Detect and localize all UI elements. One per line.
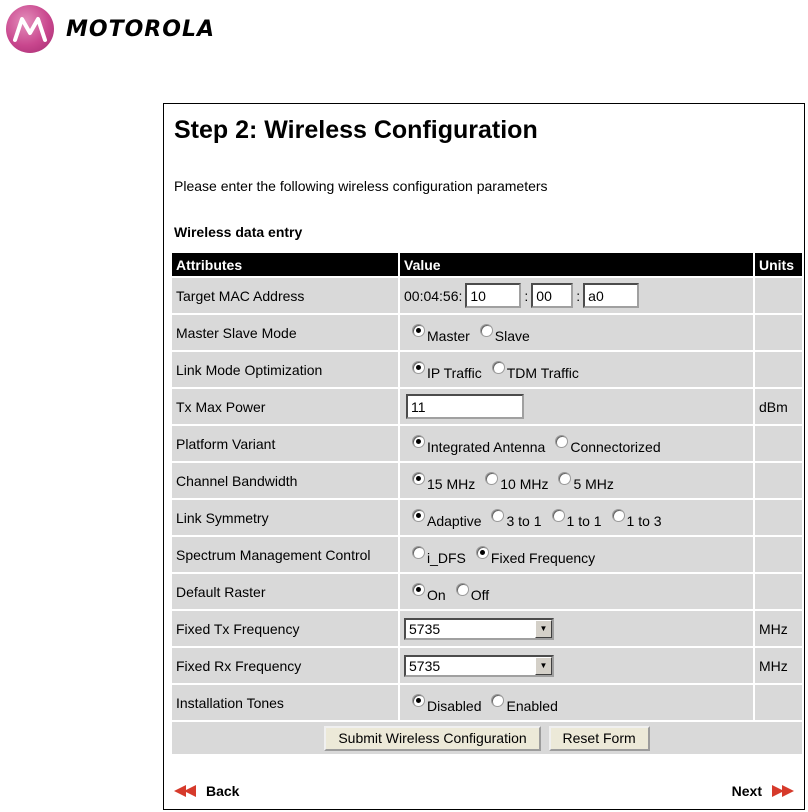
row-unit <box>755 352 802 387</box>
bandwidth-15mhz-label: 15 MHz <box>427 475 476 492</box>
idfs-label: i_DFS <box>427 549 466 566</box>
row-value <box>400 389 753 424</box>
row-unit <box>755 537 802 572</box>
wizard-navigation <box>164 783 804 805</box>
section-title: Wireless data entry <box>174 224 303 240</box>
symmetry-1to3-radio[interactable] <box>612 509 625 522</box>
table-row <box>172 426 802 461</box>
row-label: Target MAC Address <box>172 278 398 313</box>
fixed-tx-frequency-select[interactable] <box>404 618 554 640</box>
table-row <box>172 278 802 313</box>
table-row <box>172 611 802 646</box>
row-value <box>400 500 753 535</box>
next-link[interactable] <box>732 783 794 799</box>
integrated-antenna-label: Integrated Antenna <box>427 438 546 455</box>
header-units: Units <box>755 253 802 276</box>
raster-off-radio[interactable] <box>456 583 469 596</box>
connectorized-radio[interactable] <box>555 435 568 448</box>
row-value <box>400 352 753 387</box>
ip-traffic-label: IP Traffic <box>427 364 482 381</box>
tones-enabled-radio[interactable] <box>491 694 504 707</box>
row-unit <box>755 315 802 350</box>
row-unit <box>755 685 802 720</box>
table-row <box>172 537 802 572</box>
integrated-antenna-radio[interactable] <box>412 435 425 448</box>
row-label: Master Slave Mode <box>172 315 398 350</box>
table-row <box>172 463 802 498</box>
next-label: Next <box>731 783 762 799</box>
table-row <box>172 352 802 387</box>
master-label: Master <box>427 327 470 344</box>
mac-octet-2-input[interactable] <box>531 283 573 308</box>
table-row <box>172 685 802 720</box>
symmetry-3to1-label: 3 to 1 <box>506 512 542 529</box>
row-label: Spectrum Management Control <box>172 537 398 572</box>
double-arrow-right-icon <box>774 785 794 797</box>
mac-prefix: 00:04:56: <box>404 287 463 304</box>
back-link[interactable] <box>174 783 239 799</box>
symmetry-1to1-label: 1 to 1 <box>566 512 602 529</box>
row-value <box>400 611 753 646</box>
double-arrow-left-icon <box>174 785 194 797</box>
page-title: Step 2: Wireless Configuration <box>174 116 538 144</box>
table-header-row <box>172 253 802 276</box>
wireless-config-panel <box>163 103 805 810</box>
tx-max-power-input[interactable] <box>406 394 524 419</box>
row-value <box>400 537 753 572</box>
fixed-frequency-radio[interactable] <box>476 546 489 559</box>
header-attributes: Attributes <box>172 253 398 276</box>
row-value <box>400 426 753 461</box>
reset-form-button[interactable]: Reset Form <box>549 726 650 751</box>
raster-on-label: On <box>427 586 446 603</box>
raster-off-label: Off <box>470 586 490 603</box>
header-value: Value <box>400 253 753 276</box>
symmetry-1to1-radio[interactable] <box>552 509 565 522</box>
table-row <box>172 648 802 683</box>
bandwidth-10mhz-label: 10 MHz <box>500 475 549 492</box>
mac-separator: : <box>576 287 581 304</box>
master-radio[interactable] <box>412 324 425 337</box>
row-value <box>400 685 753 720</box>
raster-on-radio[interactable] <box>412 583 425 596</box>
brand-name: MOTOROLA <box>66 16 215 42</box>
tdm-traffic-radio[interactable] <box>492 361 505 374</box>
tones-enabled-label: Enabled <box>506 697 558 714</box>
dropdown-arrow-icon[interactable]: ▼ <box>535 620 552 638</box>
bandwidth-15mhz-radio[interactable] <box>412 472 425 485</box>
row-unit: MHz <box>755 648 802 683</box>
tones-disabled-label: Disabled <box>427 697 482 714</box>
ip-traffic-radio[interactable] <box>412 361 425 374</box>
tones-disabled-radio[interactable] <box>412 694 425 707</box>
connectorized-label: Connectorized <box>570 438 661 455</box>
row-label: Channel Bandwidth <box>172 463 398 498</box>
row-unit: dBm <box>755 389 802 424</box>
idfs-radio[interactable] <box>412 546 425 559</box>
row-value <box>400 463 753 498</box>
row-label: Link Mode Optimization <box>172 352 398 387</box>
row-label: Fixed Tx Frequency <box>172 611 398 646</box>
button-cell <box>172 722 802 754</box>
mac-octet-1-input[interactable] <box>465 283 521 308</box>
fixed-rx-frequency-select[interactable] <box>404 655 554 677</box>
symmetry-adaptive-radio[interactable] <box>412 509 425 522</box>
row-unit: MHz <box>755 611 802 646</box>
fixed-tx-frequency-value: 5735 <box>409 620 441 637</box>
row-label: Default Raster <box>172 574 398 609</box>
button-row <box>172 722 802 754</box>
mac-separator: : <box>524 287 529 304</box>
row-label: Platform Variant <box>172 426 398 461</box>
intro-text: Please enter the following wireless configuration parameters <box>174 178 548 194</box>
table-row <box>172 389 802 424</box>
wireless-config-table <box>170 251 804 756</box>
symmetry-adaptive-label: Adaptive <box>427 512 482 529</box>
symmetry-3to1-radio[interactable] <box>491 509 504 522</box>
mac-octet-3-input[interactable] <box>583 283 639 308</box>
table-row <box>172 500 802 535</box>
row-label: Link Symmetry <box>172 500 398 535</box>
row-value <box>400 574 753 609</box>
row-unit <box>755 574 802 609</box>
row-value <box>400 315 753 350</box>
row-unit <box>755 426 802 461</box>
slave-radio[interactable] <box>480 324 493 337</box>
fixed-frequency-label: Fixed Frequency <box>490 549 596 566</box>
table-row <box>172 315 802 350</box>
bandwidth-10mhz-radio[interactable] <box>485 472 498 485</box>
slave-label: Slave <box>494 327 530 344</box>
row-value <box>400 278 753 313</box>
table-row <box>172 574 802 609</box>
motorola-batwing-icon <box>6 5 54 53</box>
submit-wireless-config-button[interactable]: Submit Wireless Configuration <box>324 726 540 751</box>
row-label: Installation Tones <box>172 685 398 720</box>
symmetry-1to3-label: 1 to 3 <box>626 512 662 529</box>
back-label: Back <box>206 783 240 799</box>
tdm-traffic-label: TDM Traffic <box>506 364 579 381</box>
row-unit <box>755 500 802 535</box>
row-value <box>400 648 753 683</box>
motorola-logo <box>6 5 215 53</box>
row-label: Fixed Rx Frequency <box>172 648 398 683</box>
row-unit <box>755 463 802 498</box>
fixed-rx-frequency-value: 5735 <box>409 657 441 674</box>
row-label: Tx Max Power <box>172 389 398 424</box>
dropdown-arrow-icon[interactable]: ▼ <box>535 657 552 675</box>
row-unit <box>755 278 802 313</box>
bandwidth-5mhz-radio[interactable] <box>558 472 571 485</box>
bandwidth-5mhz-label: 5 MHz <box>573 475 614 492</box>
